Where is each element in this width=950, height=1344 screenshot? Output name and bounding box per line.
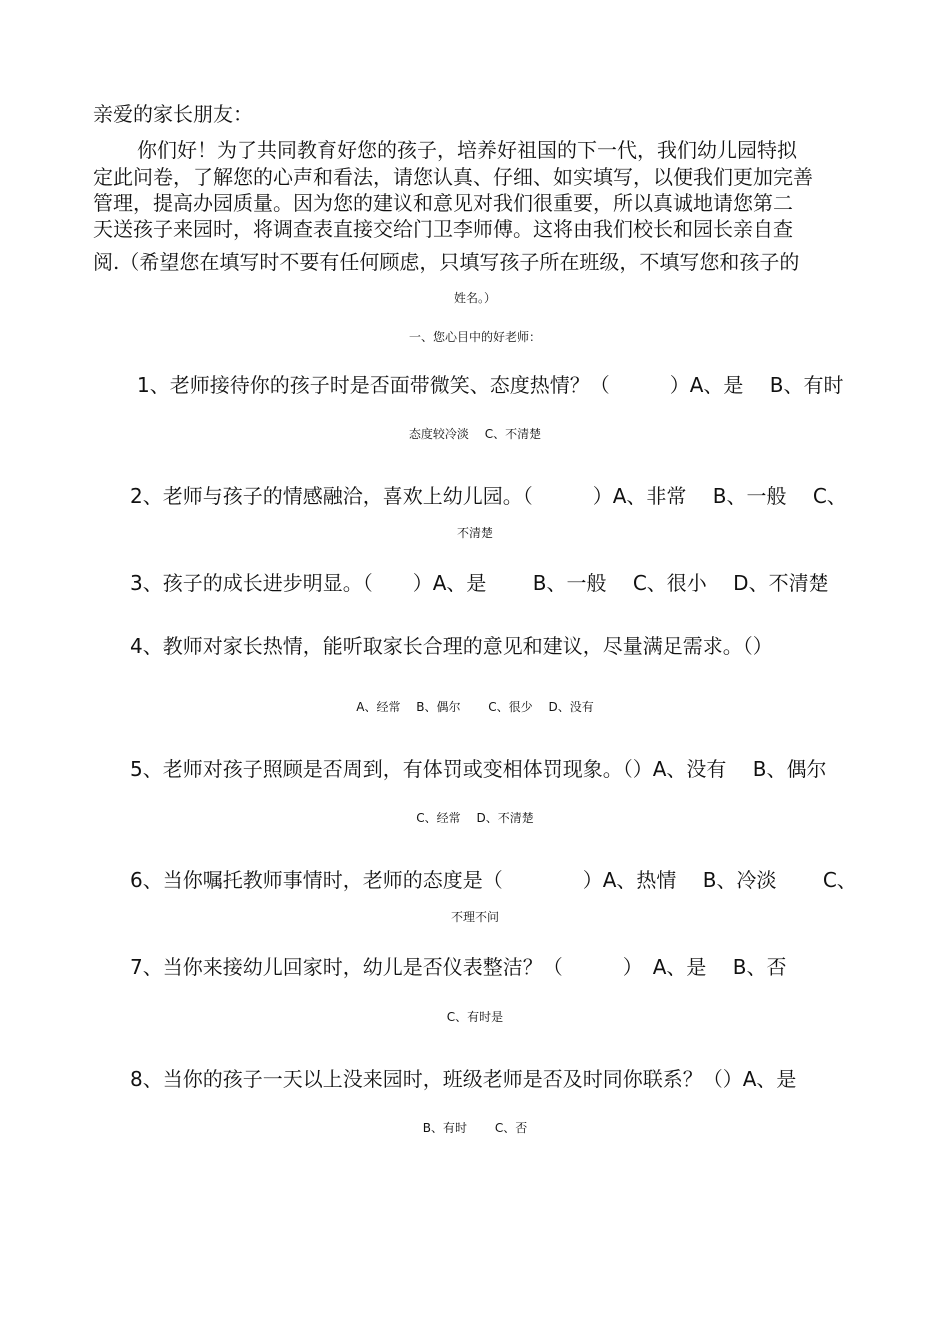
question-1-line-1: 1、老师接待你的孩子时是否面带微笑、态度热情？（ ）A、是 B、有时 [137,373,844,397]
intro-line-3: 管理，提高办园质量。因为您的建议和意见对我们很重要，所以真诚地请您第二 [93,191,793,215]
question-5-line-2: C、经常 D、不清楚 [416,811,534,825]
question-8-line-2: B、有时 C、否 [422,1121,528,1135]
question-4-line-1: 4、教师对家长热情，能听取家长合理的意见和建议，尽量满足需求。（） [130,634,773,658]
section-title: 一、您心目中的好老师： [408,330,541,344]
intro-line-6: 姓名。） [453,291,496,305]
question-2-line-1: 2、老师与孩子的情感融洽，喜欢上幼儿园。（ ）A、非常 B、一般 C、 [130,484,847,508]
intro-line-5: 阅.（希望您在填写时不要有任何顾虑，只填写孩子所在班级，不填写您和孩子的 [93,250,800,274]
question-8-line-1: 8、当你的孩子一天以上没来园时，班级老师是否及时同你联系？（）A、是 [130,1067,797,1091]
intro-line-1: 你们好！为了共同教育好您的孩子，培养好祖国的下一代，我们幼儿园特拟 [137,138,797,162]
question-6-line-2: 不理不问 [450,910,499,924]
question-7-line-2: C、有时是 [446,1010,504,1024]
question-6-line-1: 6、当你嘱托教师事情时，老师的态度是（ ）A、热情 B、冷淡 C、 [130,868,857,892]
question-3-line-1: 3、孩子的成长进步明显。（ ）A、是 B、一般 C、很小 D、不清楚 [130,571,829,595]
question-2-line-2: 不清楚 [456,526,493,540]
question-5-line-1: 5、老师对孩子照顾是否周到，有体罚或变相体罚现象。（）A、没有 B、偶尔 [130,757,827,781]
greeting: 亲爱的家长朋友： [93,102,253,126]
intro-line-4: 天送孩子来园时，将调查表直接交给门卫李师傅。这将由我们校长和园长亲自查 [93,217,793,241]
question-7-line-1: 7、当你来接幼儿回家时，幼儿是否仪表整洁？（ ） A、是 B、否 [130,955,787,979]
intro-line-2: 定此问卷，了解您的心声和看法，请您认真、仔细、如实填写，以便我们更加完善 [93,165,813,189]
question-1-line-2: 态度较冷淡 C、不清楚 [408,427,542,441]
question-4-line-2: A、经常 B、偶尔 C、很少 D、没有 [356,700,594,714]
